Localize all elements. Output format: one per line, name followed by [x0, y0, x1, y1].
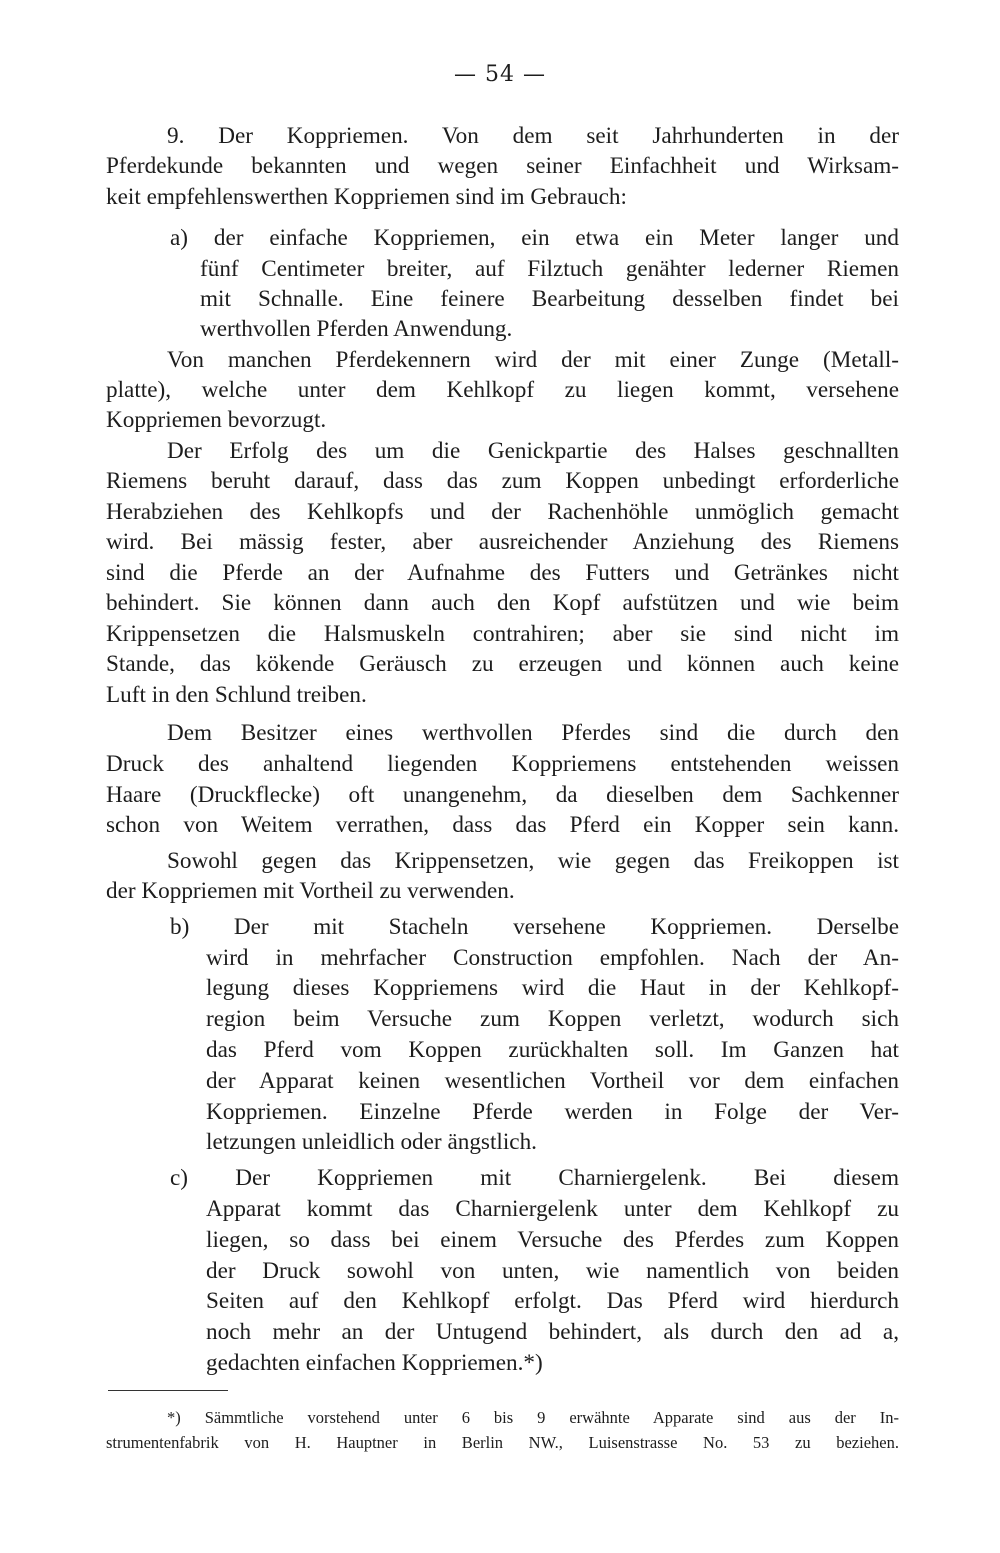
text-line: Von manchen Pferdekennern wird der mit einer Zunge (Metall-: [167, 347, 899, 373]
text-line: behindert. Sie können dann auch den Kopf aufstützen und wie beim: [106, 590, 899, 616]
text-line: wird. Bei mässig fester, aber ausreichender Anziehung des Riemens: [106, 529, 899, 555]
text-line: Stande, das kökende Geräusch zu erzeugen und können auch keine: [106, 651, 899, 677]
text-line: Krippensetzen die Halsmuskeln contrahiren; aber sie sind nicht im: [106, 621, 899, 647]
footnote-line: strumentenfabrik von H. Hauptner in Berlin NW., Luisenstrasse No. 53 zu beziehen.: [106, 1433, 899, 1452]
text-line: liegen, so dass bei einem Versuche des Pferdes zum Koppen: [206, 1227, 899, 1253]
text-line: Haare (Druckflecke) oft unangenehm, da dieselben dem Sachkenner: [106, 782, 899, 808]
text-line: das Pferd vom Koppen zurückhalten soll. Im Ganzen hat: [206, 1037, 899, 1063]
text-line: a) der einfache Koppriemen, ein etwa ein Meter langer und: [170, 225, 899, 251]
text-line: schon von Weitem verrathen, dass das Pferd ein Kopper sein kann.: [106, 812, 899, 838]
text-line: Koppriemen bevorzugt.: [106, 407, 327, 433]
text-line: fünf Centimeter breiter, auf Filztuch genähter lederner Riemen: [200, 256, 899, 282]
text-line: platte), welche unter dem Kehlkopf zu liegen kommt, versehene: [106, 377, 899, 403]
text-line: 9. Der Koppriemen. Von dem seit Jahrhunderten in der: [167, 123, 899, 149]
footnote-line: *) Sämmtliche vorstehend unter 6 bis 9 erwähnte Apparate sind aus der In-: [167, 1408, 899, 1427]
footnote-divider: [108, 1390, 228, 1391]
text-line: Riemens beruht darauf, dass das zum Koppen unbedingt erforderliche: [106, 468, 899, 494]
text-line: der Apparat keinen wesentlichen Vortheil vor dem einfachen: [206, 1068, 899, 1094]
page-number: — 54 —: [454, 62, 546, 87]
text-line: c) Der Koppriemen mit Charniergelenk. Bei diesem: [170, 1165, 899, 1191]
text-line: werthvollen Pferden Anwendung.: [200, 316, 513, 342]
text-line: Der Erfolg des um die Genickpartie des Halses geschnallten: [167, 438, 899, 464]
text-line: Seiten auf den Kehlkopf erfolgt. Das Pferd wird hierdurch: [206, 1288, 899, 1314]
text-line: Sowohl gegen das Krippensetzen, wie gegen das Freikoppen ist: [167, 848, 899, 874]
text-line: wird in mehrfacher Construction empfohlen. Nach der An-: [206, 945, 899, 971]
text-line: Pferdekunde bekannten und wegen seiner Einfachheit und Wirksam-: [106, 153, 899, 179]
text-line: sind die Pferde an der Aufnahme des Futters und Getränkes nicht: [106, 560, 899, 586]
text-line: Dem Besitzer eines werthvollen Pferdes sind die durch den: [167, 720, 899, 746]
text-line: Herabziehen des Kehlkopfs und der Rachenhöhle unmöglich gemacht: [106, 499, 899, 525]
text-line: region beim Versuche zum Koppen verletzt, wodurch sich: [206, 1006, 899, 1032]
text-line: gedachten einfachen Koppriemen.*): [206, 1350, 543, 1376]
text-line: Luft in den Schlund treiben.: [106, 682, 367, 708]
text-line: noch mehr an der Untugend behindert, als durch den ad a,: [206, 1319, 899, 1345]
text-line: keit empfehlenswerthen Koppriemen sind im Gebrauch:: [106, 184, 627, 210]
text-line: letzungen unleidlich oder ängstlich.: [206, 1129, 537, 1155]
text-line: Druck des anhaltend liegenden Koppriemens entstehenden weissen: [106, 751, 899, 777]
text-line: b) Der mit Stacheln versehene Koppriemen. Derselbe: [170, 914, 899, 940]
text-line: Apparat kommt das Charniergelenk unter dem Kehlkopf zu: [206, 1196, 899, 1222]
text-line: der Koppriemen mit Vortheil zu verwenden.: [106, 878, 515, 904]
text-line: Koppriemen. Einzelne Pferde werden in Folge der Ver-: [206, 1099, 899, 1125]
text-line: der Druck sowohl von unten, wie namentlich von beiden: [206, 1258, 899, 1284]
text-line: mit Schnalle. Eine feinere Bearbeitung desselben findet bei: [200, 286, 899, 312]
text-line: legung dieses Koppriemens wird die Haut in der Kehlkopf-: [206, 975, 899, 1001]
